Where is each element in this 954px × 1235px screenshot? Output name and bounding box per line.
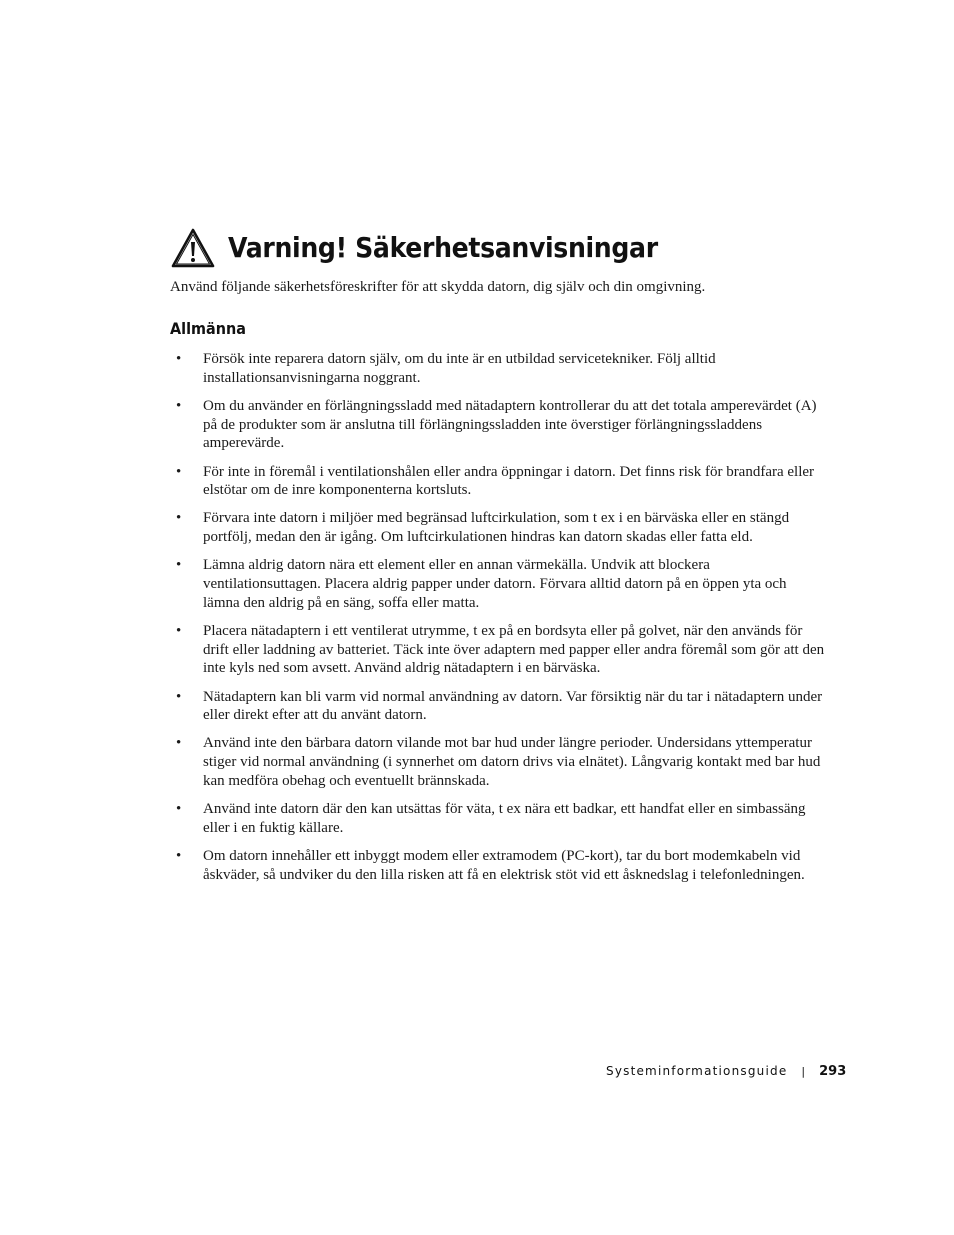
bullet-icon: • <box>176 801 182 818</box>
list-item <box>176 509 826 546</box>
list-item-text: Använd inte den bärbara datorn vilande mot bar hud under längre perioder. Undersidans yttemperatur stiger vid normal användning (i synnerhet om datorn drivs via elnätet). Långvarig kontakt med bar hud kan medföra obehag och eventuellt brännskada. <box>203 735 821 789</box>
list-item-text: Använd inte datorn där den kan utsättas för väta, t ex nära ett badkar, ett handfat eller en simbassäng eller i en fuktig källare. <box>203 801 806 836</box>
section-heading: Allmänna <box>170 319 246 338</box>
bullet-icon: • <box>176 463 182 480</box>
bullet-icon: • <box>176 735 182 752</box>
bullet-icon: • <box>176 351 182 367</box>
list-item <box>176 734 826 790</box>
list-item <box>176 350 826 387</box>
list-item-text: Nätadaptern kan bli varm vid normal användning av datorn. Var försiktig när du tar i nätadaptern under eller direkt efter att du använt datorn. <box>203 688 823 724</box>
list-item <box>176 800 826 837</box>
bullet-icon: • <box>176 847 182 864</box>
intro-paragraph: Använd följande säkerhetsföreskrifter för att skydda datorn, dig själv och din omgivning. <box>170 279 706 295</box>
footer-separator: | <box>801 1064 806 1078</box>
page-title: Varning! Säkerhetsanvisningar <box>228 231 658 264</box>
bullet-icon: • <box>176 688 182 705</box>
list-item <box>176 397 826 453</box>
page-number: 293 <box>819 1063 847 1079</box>
list-item-text: Förvara inte datorn i miljöer med begränsad luftcirkulation, som t ex i en bärväska eller en stängd portfölj, medan den är igång. Om luftcirkulationen hindras kan datorn skadas eller fatta eld. <box>203 510 790 546</box>
safety-instructions-list <box>176 350 826 894</box>
list-item <box>176 622 826 678</box>
footer-guide-title: Systeminformationsguide <box>606 1064 788 1078</box>
page-footer <box>606 1061 846 1081</box>
list-item <box>176 463 826 500</box>
list-item-text: Försök inte reparera datorn själv, om du inte är en utbildad servicetekniker. Följ alltid installationsanvisningarna noggrant. <box>203 351 716 386</box>
warning-triangle-icon <box>170 227 216 269</box>
bullet-icon: • <box>176 510 182 527</box>
title-row <box>170 226 706 270</box>
list-item-text: Lämna aldrig datorn nära ett element eller en annan värmekälla. Undvik att blockera ventilationsuttagen. Placera aldrig papper under datorn. Förvara alltid datorn på en öppen yta och lämna den aldrig på en säng, soffa eller matta. <box>203 557 787 611</box>
bullet-icon: • <box>176 622 182 639</box>
list-item <box>176 688 826 725</box>
list-item-text: Placera nätadaptern i ett ventilerat utrymme, t ex på en bordsyta eller på golvet, när den används för drift eller laddning av batteriet. Täck inte över adaptern med papper eller andra föremål som gör att den inte kyls ned som avsett. Använd aldrig nätadaptern i en bärväska. <box>203 622 825 677</box>
list-item-text: För inte in föremål i ventilationshålen eller andra öppningar i datorn. Det finns risk för brandfara eller elstötar om de inre komponenterna kortsluts. <box>203 463 815 499</box>
bullet-icon: • <box>176 397 182 414</box>
list-item-text: Om datorn innehåller ett inbyggt modem eller extramodem (PC-kort), tar du bort modemkabeln vid åskväder, så undviker du den lilla risken att få en elektrisk stöt vid ett åsknedslag i telefonledningen. <box>203 847 805 883</box>
bullet-icon: • <box>176 557 182 574</box>
list-item <box>176 556 826 612</box>
list-item-text: Om du använder en förlängningssladd med nätadaptern kontrollerar du att det totala amperevärdet (A) på de produkter som är anslutna till förlängningssladden inte överstiger förlängningssladdens amperevärde. <box>203 397 817 452</box>
list-item <box>176 847 826 884</box>
